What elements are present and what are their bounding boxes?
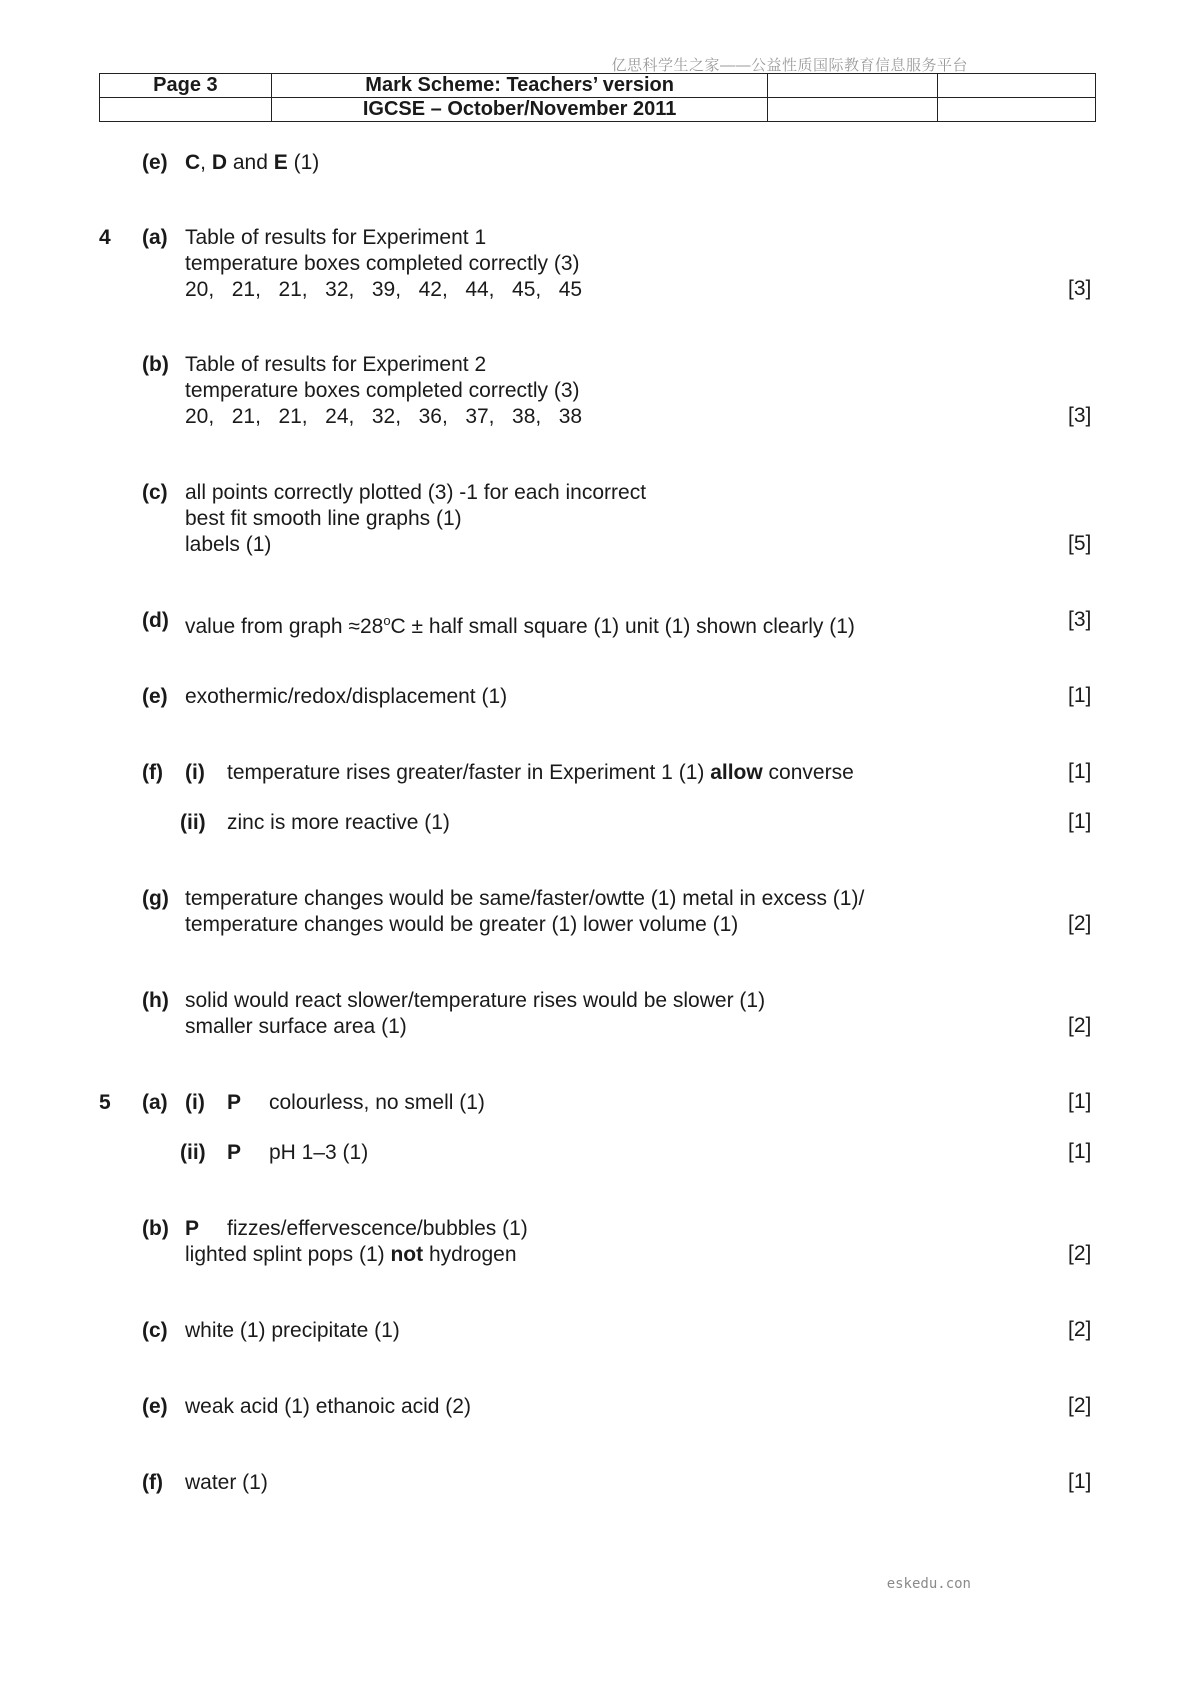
q4d-marks: [3] — [1068, 608, 1092, 631]
q4-number: 4 — [99, 226, 111, 249]
q5f-text: water (1) — [185, 1471, 268, 1494]
value: 32, — [325, 278, 355, 301]
q4c-line3: labels (1) — [185, 533, 272, 556]
q5b-line1: fizzes/effervescence/bubbles (1) — [227, 1217, 528, 1240]
value: 21, — [278, 405, 308, 428]
value: 45 — [558, 278, 583, 301]
q4d-pre: value from graph ≈28 — [185, 615, 384, 638]
q5e-label: (e) — [142, 1395, 168, 1418]
q5aii-p: P — [227, 1141, 242, 1164]
q4a-line1: Table of results for Experiment 1 — [185, 226, 487, 249]
q4e-label: (e) — [142, 685, 168, 708]
q5ai-marks: [1] — [1068, 1090, 1092, 1113]
header-cell-empty — [768, 74, 938, 98]
q4fii-text: zinc is more reactive (1) — [227, 811, 450, 834]
q4d-post: C ± half small square (1) unit (1) shown clearly (1) — [390, 615, 855, 638]
q4d-text — [185, 608, 855, 640]
q5f-marks: [1] — [1068, 1470, 1092, 1493]
q5ai-p: P — [227, 1091, 242, 1114]
q4g-line2: temperature changes would be greater (1) lower volume (1) — [185, 913, 739, 936]
q4fii-label: (ii) — [180, 811, 206, 834]
q4a-label: (a) — [142, 226, 168, 249]
q3e-d: D — [211, 151, 228, 174]
q5b-line2-pre: lighted splint pops (1) — [185, 1243, 391, 1266]
header-cell-empty — [938, 98, 1096, 122]
q5b-line2-post: hydrogen — [423, 1243, 517, 1266]
q4d-label: (d) — [142, 609, 169, 632]
q4fi-text — [227, 760, 854, 786]
q5c-text: white (1) precipitate (1) — [185, 1319, 400, 1342]
value: 38, — [512, 405, 542, 428]
q4b-line1: Table of results for Experiment 2 — [185, 353, 487, 376]
q4h-marks: [2] — [1068, 1014, 1092, 1037]
header-cell-empty — [938, 74, 1096, 98]
value: 32, — [371, 405, 402, 428]
q5b-line2 — [185, 1242, 517, 1268]
q5b-marks: [2] — [1068, 1242, 1092, 1265]
q5b-p: P — [185, 1217, 200, 1240]
q5aii-text: pH 1–3 (1) — [269, 1141, 369, 1164]
value: 45, — [512, 278, 542, 301]
value: 39, — [371, 278, 402, 301]
q4a-marks: [3] — [1068, 277, 1092, 300]
q3e-answer — [185, 150, 319, 176]
q4e-marks: [1] — [1068, 684, 1092, 707]
q3e-sep: , — [200, 151, 212, 174]
q5ai-label: (i) — [185, 1091, 205, 1114]
header-cell-empty — [100, 98, 272, 122]
q4b-line2: temperature boxes completed correctly (3) — [185, 379, 580, 402]
watermark-text: 亿思科学生之家——公益性质国际教育信息服务平台 — [611, 57, 968, 74]
value: 21, — [278, 278, 308, 301]
q5aii-marks: [1] — [1068, 1140, 1092, 1163]
q5b-not: not — [390, 1243, 424, 1266]
value: 37, — [465, 405, 495, 428]
header-subtitle: IGCSE – October/November 2011 — [271, 98, 768, 122]
q4g-marks: [2] — [1068, 912, 1092, 935]
q4c-line2: best fit smooth line graphs (1) — [185, 507, 462, 530]
q4fii-marks: [1] — [1068, 810, 1092, 833]
q4fi-tail: converse — [762, 761, 854, 784]
q4fi-marks: [1] — [1068, 760, 1092, 783]
q4h-line1: solid would react slower/temperature rises would be slower (1) — [185, 989, 766, 1012]
q4e-text: exothermic/redox/displacement (1) — [185, 685, 508, 708]
q5a-label: (a) — [142, 1091, 168, 1114]
value: 20, — [185, 405, 215, 428]
q5f-label: (f) — [142, 1471, 163, 1494]
q5c-label: (c) — [142, 1319, 168, 1342]
q3e-and: and — [227, 151, 274, 174]
q3e-e: E — [273, 151, 288, 174]
q5e-text: weak acid (1) ethanoic acid (2) — [185, 1395, 471, 1418]
q4g-label: (g) — [142, 887, 169, 910]
q3e-c: C — [185, 151, 201, 174]
q4a-line2: temperature boxes completed correctly (3) — [185, 252, 580, 275]
degree-sup: o — [383, 613, 391, 628]
q5ai-text: colourless, no smell (1) — [269, 1091, 485, 1114]
q4a-values — [185, 277, 582, 303]
q5-number: 5 — [99, 1091, 111, 1114]
q5b-label: (b) — [142, 1217, 169, 1240]
q3e-label: (e) — [142, 151, 168, 174]
q4c-label: (c) — [142, 481, 168, 504]
q4fi-main: temperature rises greater/faster in Experiment 1 (1) — [227, 761, 711, 784]
value: 21, — [231, 278, 261, 301]
value: 38 — [558, 405, 583, 428]
q5c-marks: [2] — [1068, 1318, 1092, 1341]
value: 21, — [231, 405, 261, 428]
value: 36, — [418, 405, 448, 428]
q4f-label: (f) — [142, 761, 163, 784]
value: 44, — [465, 278, 495, 301]
q3e-mark: (1) — [287, 151, 320, 174]
q4h-label: (h) — [142, 989, 169, 1012]
footer-watermark: eskedu.con — [886, 1576, 971, 1592]
value: 24, — [325, 405, 355, 428]
q4fi-allow: allow — [710, 761, 763, 784]
q4b-marks: [3] — [1068, 404, 1092, 427]
header-table — [99, 73, 1096, 122]
q5aii-label: (ii) — [180, 1141, 206, 1164]
header-cell-empty — [768, 98, 938, 122]
value: 42, — [418, 278, 448, 301]
q4c-line1: all points correctly plotted (3) -1 for each incorrect — [185, 481, 647, 504]
q5e-marks: [2] — [1068, 1394, 1092, 1417]
q4fi-label: (i) — [185, 761, 205, 784]
q4b-label: (b) — [142, 353, 169, 376]
q4g-line1: temperature changes would be same/faster/owtte (1) metal in excess (1)/ — [185, 887, 865, 910]
q4h-line2: smaller surface area (1) — [185, 1015, 407, 1038]
header-title: Mark Scheme: Teachers’ version — [271, 74, 768, 98]
header-page: Page 3 — [100, 74, 272, 98]
q4c-marks: [5] — [1068, 532, 1092, 555]
value: 20, — [185, 278, 215, 301]
q4b-values — [185, 404, 582, 430]
